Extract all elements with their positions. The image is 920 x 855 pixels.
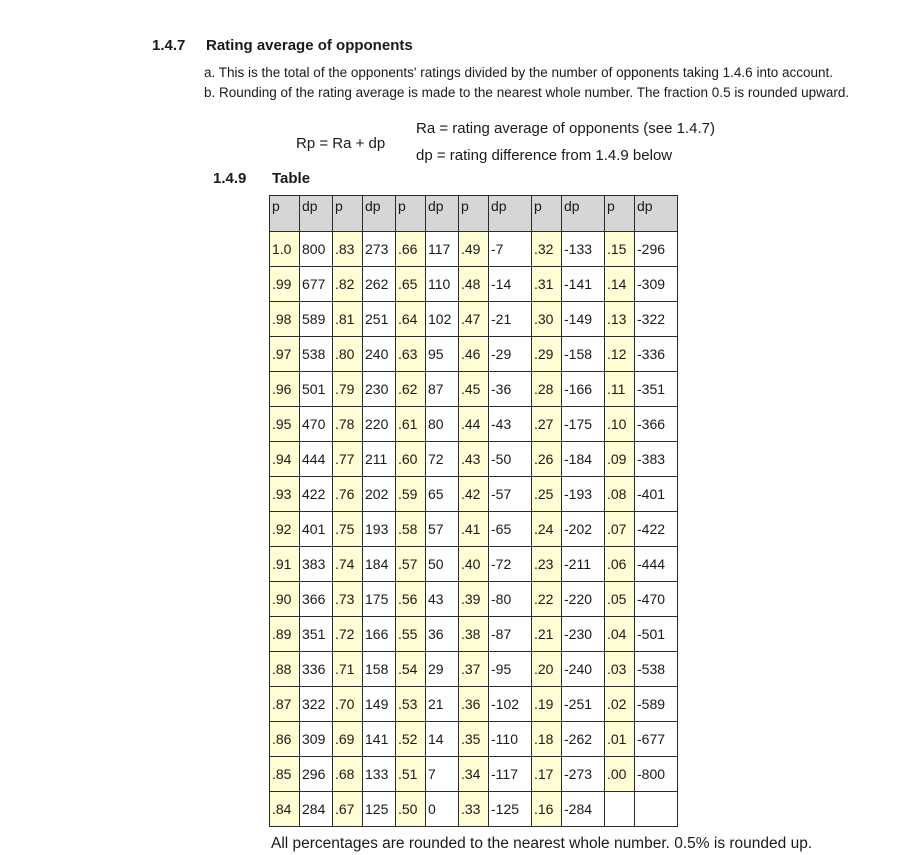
- dp-cell: 322: [300, 687, 333, 722]
- dp-cell: -14: [489, 267, 532, 302]
- dp-cell: 50: [426, 547, 459, 582]
- p-cell: .61: [396, 407, 426, 442]
- table-row: [270, 792, 678, 827]
- dp-cell: -284: [562, 792, 605, 827]
- dp-cell: -800: [635, 757, 678, 792]
- dp-header: dp: [562, 196, 605, 232]
- dp-cell: 589: [300, 302, 333, 337]
- p-cell: .62: [396, 372, 426, 407]
- p-cell: .15: [605, 232, 635, 267]
- table-row: [270, 337, 678, 372]
- p-cell: .86: [270, 722, 300, 757]
- p-cell: 1.0: [270, 232, 300, 267]
- dp-cell: -175: [562, 407, 605, 442]
- p-cell: .13: [605, 302, 635, 337]
- p-header: p: [459, 196, 489, 232]
- p-header: p: [270, 196, 300, 232]
- p-cell: .52: [396, 722, 426, 757]
- p-cell: .98: [270, 302, 300, 337]
- p-cell: .03: [605, 652, 635, 687]
- p-cell: .45: [459, 372, 489, 407]
- table-row: [270, 372, 678, 407]
- dp-cell: -193: [562, 477, 605, 512]
- dp-cell: 141: [363, 722, 396, 757]
- p-cell: .37: [459, 652, 489, 687]
- p-cell: .51: [396, 757, 426, 792]
- dp-cell: -166: [562, 372, 605, 407]
- p-cell: .31: [532, 267, 562, 302]
- dp-cell: -538: [635, 652, 678, 687]
- p-cell: .79: [333, 372, 363, 407]
- p-cell: .89: [270, 617, 300, 652]
- dp-cell: -202: [562, 512, 605, 547]
- dp-cell: 95: [426, 337, 459, 372]
- p-cell: .06: [605, 547, 635, 582]
- dp-cell: -21: [489, 302, 532, 337]
- p-cell: .93: [270, 477, 300, 512]
- dp-cell: 677: [300, 267, 333, 302]
- p-cell: .97: [270, 337, 300, 372]
- dp-cell: -589: [635, 687, 678, 722]
- dp-cell: 251: [363, 302, 396, 337]
- dp-cell: -117: [489, 757, 532, 792]
- p-cell: .63: [396, 337, 426, 372]
- p-cell: .74: [333, 547, 363, 582]
- dp-cell: -211: [562, 547, 605, 582]
- dp-cell: -240: [562, 652, 605, 687]
- dp-cell: 43: [426, 582, 459, 617]
- p-cell: .41: [459, 512, 489, 547]
- dp-cell: 133: [363, 757, 396, 792]
- dp-cell: 193: [363, 512, 396, 547]
- table-header-row: [270, 196, 678, 232]
- p-cell: .72: [333, 617, 363, 652]
- dp-cell: 125: [363, 792, 396, 827]
- dp-cell: 284: [300, 792, 333, 827]
- p-cell: .76: [333, 477, 363, 512]
- dp-cell: 21: [426, 687, 459, 722]
- dp-cell: 240: [363, 337, 396, 372]
- p-cell: .46: [459, 337, 489, 372]
- dp-cell: 7: [426, 757, 459, 792]
- dp-cell: -220: [562, 582, 605, 617]
- dp-cell: 230: [363, 372, 396, 407]
- dp-cell: -366: [635, 407, 678, 442]
- p-cell: .47: [459, 302, 489, 337]
- p-cell: .48: [459, 267, 489, 302]
- p-cell: .50: [396, 792, 426, 827]
- p-cell: .28: [532, 372, 562, 407]
- p-cell: .77: [333, 442, 363, 477]
- dp-cell: 273: [363, 232, 396, 267]
- p-cell: .49: [459, 232, 489, 267]
- dp-cell: -95: [489, 652, 532, 687]
- p-header: p: [333, 196, 363, 232]
- table-row: [270, 757, 678, 792]
- p-cell: .80: [333, 337, 363, 372]
- p-cell: .58: [396, 512, 426, 547]
- dp-cell: -133: [562, 232, 605, 267]
- dp-cell: 175: [363, 582, 396, 617]
- p-cell: .18: [532, 722, 562, 757]
- p-cell: .04: [605, 617, 635, 652]
- p-cell: [605, 792, 635, 827]
- dp-cell: 87: [426, 372, 459, 407]
- p-cell: .70: [333, 687, 363, 722]
- p-cell: .65: [396, 267, 426, 302]
- p-cell: .29: [532, 337, 562, 372]
- p-cell: .75: [333, 512, 363, 547]
- dp-cell: 0: [426, 792, 459, 827]
- p-cell: .02: [605, 687, 635, 722]
- formula-dp-definition: dp = rating difference from 1.4.9 below: [416, 147, 673, 164]
- p-cell: .88: [270, 652, 300, 687]
- p-cell: .34: [459, 757, 489, 792]
- p-cell: .43: [459, 442, 489, 477]
- p-cell: .55: [396, 617, 426, 652]
- dp-cell: -262: [562, 722, 605, 757]
- dp-cell: 184: [363, 547, 396, 582]
- p-cell: .19: [532, 687, 562, 722]
- dp-cell: 351: [300, 617, 333, 652]
- dp-cell: [635, 792, 678, 827]
- dp-cell: -80: [489, 582, 532, 617]
- dp-cell: -501: [635, 617, 678, 652]
- p-cell: .12: [605, 337, 635, 372]
- footnote: All percentages are rounded to the nearest whole number. 0.5% is rounded up.: [271, 835, 813, 852]
- dp-cell: 14: [426, 722, 459, 757]
- dp-cell: -470: [635, 582, 678, 617]
- p-cell: .39: [459, 582, 489, 617]
- dp-cell: 383: [300, 547, 333, 582]
- dp-cell: -57: [489, 477, 532, 512]
- p-cell: .36: [459, 687, 489, 722]
- formula-ra-definition: Ra = rating average of opponents (see 1.4.7): [416, 120, 715, 137]
- dp-cell: -110: [489, 722, 532, 757]
- dp-cell: -29: [489, 337, 532, 372]
- dp-cell: 444: [300, 442, 333, 477]
- p-cell: .25: [532, 477, 562, 512]
- p-cell: .09: [605, 442, 635, 477]
- table-row: [270, 442, 678, 477]
- dp-cell: -230: [562, 617, 605, 652]
- p-cell: .73: [333, 582, 363, 617]
- dp-cell: 538: [300, 337, 333, 372]
- dp-cell: 110: [426, 267, 459, 302]
- p-cell: .44: [459, 407, 489, 442]
- dp-cell: 72: [426, 442, 459, 477]
- dp-cell: 149: [363, 687, 396, 722]
- p-cell: .27: [532, 407, 562, 442]
- dp-cell: 501: [300, 372, 333, 407]
- dp-cell: -7: [489, 232, 532, 267]
- p-cell: .91: [270, 547, 300, 582]
- p-cell: .16: [532, 792, 562, 827]
- rating-difference-table: [269, 195, 678, 827]
- p-cell: .05: [605, 582, 635, 617]
- dp-cell: -296: [635, 232, 678, 267]
- dp-cell: 36: [426, 617, 459, 652]
- p-cell: .08: [605, 477, 635, 512]
- dp-cell: 166: [363, 617, 396, 652]
- table-row: [270, 687, 678, 722]
- dp-cell: 158: [363, 652, 396, 687]
- p-cell: .78: [333, 407, 363, 442]
- dp-cell: -149: [562, 302, 605, 337]
- dp-cell: -322: [635, 302, 678, 337]
- p-cell: .99: [270, 267, 300, 302]
- p-cell: .81: [333, 302, 363, 337]
- dp-cell: 65: [426, 477, 459, 512]
- p-cell: .64: [396, 302, 426, 337]
- p-cell: .87: [270, 687, 300, 722]
- p-cell: .67: [333, 792, 363, 827]
- dp-cell: 80: [426, 407, 459, 442]
- p-cell: .59: [396, 477, 426, 512]
- formula-equation: Rp = Ra + dp: [296, 135, 386, 152]
- dp-cell: -158: [562, 337, 605, 372]
- p-cell: .07: [605, 512, 635, 547]
- dp-cell: -336: [635, 337, 678, 372]
- paragraph-b: b. Rounding of the rating average is made to the nearest whole number. The fraction 0.5 is rounded upward.: [204, 85, 850, 100]
- paragraph-a: a. This is the total of the opponents' ratings divided by the number of opponents taking 1.4.6 into account.: [204, 65, 833, 80]
- dp-cell: -383: [635, 442, 678, 477]
- dp-cell: 29: [426, 652, 459, 687]
- table-row: [270, 582, 678, 617]
- dp-cell: -677: [635, 722, 678, 757]
- p-cell: .23: [532, 547, 562, 582]
- table-row: [270, 547, 678, 582]
- p-header: p: [605, 196, 635, 232]
- p-cell: .20: [532, 652, 562, 687]
- p-cell: .68: [333, 757, 363, 792]
- p-cell: .92: [270, 512, 300, 547]
- dp-cell: 102: [426, 302, 459, 337]
- p-cell: .24: [532, 512, 562, 547]
- p-cell: .83: [333, 232, 363, 267]
- table-row: [270, 652, 678, 687]
- dp-cell: -444: [635, 547, 678, 582]
- table-row: [270, 477, 678, 512]
- dp-cell: 401: [300, 512, 333, 547]
- dp-header: dp: [489, 196, 532, 232]
- p-cell: .66: [396, 232, 426, 267]
- p-cell: .17: [532, 757, 562, 792]
- dp-cell: -50: [489, 442, 532, 477]
- subsection-title: Table: [272, 170, 311, 187]
- p-cell: .42: [459, 477, 489, 512]
- section-title: Rating average of opponents: [206, 37, 413, 54]
- dp-cell: 309: [300, 722, 333, 757]
- section-number: 1.4.7: [152, 37, 186, 54]
- dp-header: dp: [363, 196, 396, 232]
- p-cell: .14: [605, 267, 635, 302]
- p-cell: .53: [396, 687, 426, 722]
- p-cell: .60: [396, 442, 426, 477]
- dp-cell: -273: [562, 757, 605, 792]
- p-cell: .40: [459, 547, 489, 582]
- dp-cell: 117: [426, 232, 459, 267]
- dp-cell: 800: [300, 232, 333, 267]
- dp-cell: 366: [300, 582, 333, 617]
- dp-cell: -72: [489, 547, 532, 582]
- p-cell: .01: [605, 722, 635, 757]
- p-header: p: [396, 196, 426, 232]
- dp-cell: 336: [300, 652, 333, 687]
- p-cell: .84: [270, 792, 300, 827]
- dp-cell: -422: [635, 512, 678, 547]
- subsection-number: 1.4.9: [213, 170, 247, 187]
- p-cell: .85: [270, 757, 300, 792]
- p-cell: .35: [459, 722, 489, 757]
- dp-cell: -351: [635, 372, 678, 407]
- table-row: [270, 722, 678, 757]
- dp-cell: -125: [489, 792, 532, 827]
- p-cell: .33: [459, 792, 489, 827]
- dp-cell: 57: [426, 512, 459, 547]
- p-cell: .90: [270, 582, 300, 617]
- p-cell: .38: [459, 617, 489, 652]
- dp-cell: -87: [489, 617, 532, 652]
- table-row: [270, 407, 678, 442]
- table-row: [270, 267, 678, 302]
- p-cell: .00: [605, 757, 635, 792]
- p-cell: .32: [532, 232, 562, 267]
- p-cell: .82: [333, 267, 363, 302]
- p-cell: .94: [270, 442, 300, 477]
- p-cell: .10: [605, 407, 635, 442]
- table-row: [270, 232, 678, 267]
- dp-cell: 422: [300, 477, 333, 512]
- p-cell: .71: [333, 652, 363, 687]
- p-header: p: [532, 196, 562, 232]
- p-cell: .22: [532, 582, 562, 617]
- dp-cell: -309: [635, 267, 678, 302]
- table-row: [270, 617, 678, 652]
- dp-cell: -251: [562, 687, 605, 722]
- p-cell: .30: [532, 302, 562, 337]
- dp-cell: -102: [489, 687, 532, 722]
- p-cell: .95: [270, 407, 300, 442]
- dp-cell: -43: [489, 407, 532, 442]
- table-row: [270, 512, 678, 547]
- dp-header: dp: [635, 196, 678, 232]
- dp-cell: 202: [363, 477, 396, 512]
- dp-header: dp: [300, 196, 333, 232]
- dp-cell: -65: [489, 512, 532, 547]
- table-row: [270, 302, 678, 337]
- dp-header: dp: [426, 196, 459, 232]
- dp-cell: 470: [300, 407, 333, 442]
- dp-cell: 220: [363, 407, 396, 442]
- dp-cell: 211: [363, 442, 396, 477]
- p-cell: .56: [396, 582, 426, 617]
- dp-cell: -36: [489, 372, 532, 407]
- dp-cell: 262: [363, 267, 396, 302]
- p-cell: .11: [605, 372, 635, 407]
- p-cell: .54: [396, 652, 426, 687]
- p-cell: .69: [333, 722, 363, 757]
- p-cell: .96: [270, 372, 300, 407]
- p-cell: .21: [532, 617, 562, 652]
- dp-cell: -141: [562, 267, 605, 302]
- dp-cell: 296: [300, 757, 333, 792]
- p-cell: .57: [396, 547, 426, 582]
- p-cell: .26: [532, 442, 562, 477]
- dp-cell: -184: [562, 442, 605, 477]
- dp-cell: -401: [635, 477, 678, 512]
